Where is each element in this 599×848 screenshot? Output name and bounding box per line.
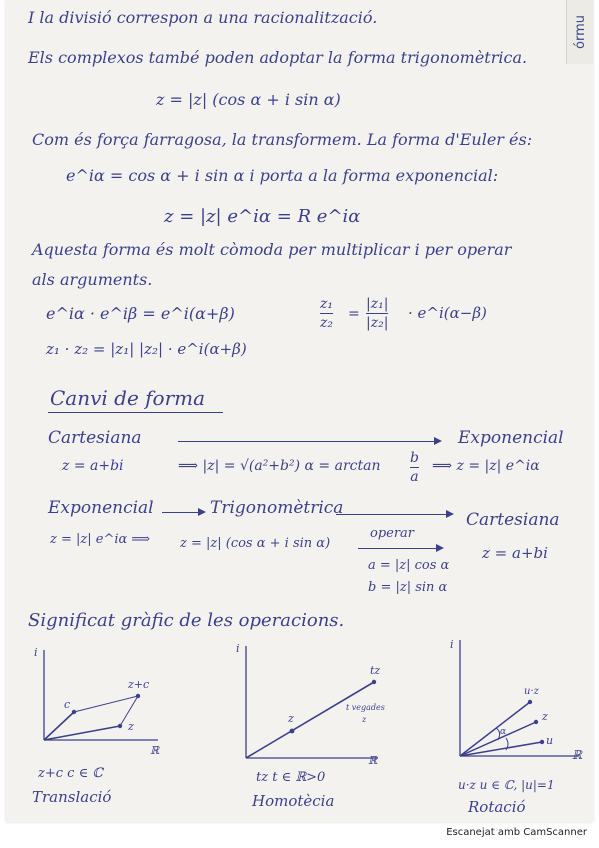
- g2-note-2: z: [362, 715, 367, 724]
- g1-point-c: [72, 710, 76, 714]
- intro-line-4: Aquesta forma és molt còmoda per multiplicar i per operar: [32, 240, 512, 259]
- scanner-watermark: Escanejat amb CamScanner: [446, 827, 587, 838]
- g2-label-z: z: [288, 712, 294, 725]
- g2-vector-tz: [246, 682, 374, 758]
- g1-axis-y-label: i: [34, 646, 38, 659]
- g2-point-z: [290, 729, 295, 734]
- notebook-page: órmu I la divisió correspon a una racionalització. Els complexos també poden adoptar la forma trigonomètrica. z = |z| (cos α + i sin α) Com és força farragosa, la transformem. La forma d'Euler és: e^iα = cos α + i sin α i porta a la forma exponencial: z = |z| e^iα = R e^iα Aquesta forma és molt còmoda per multiplicar i per operar als arguments. e^iα · e^iβ = e^i(α+β) z₁ · z₂ = |z₁| |z₂| · e^i(α+β) z₁ z₂ = |z₁| |z₂| · e^i(α−β) Canvi de forma Cartesiana Exponencial z = a+bi ⟹ |z| = √(a²+b²) α = arctan b a ⟹ z = |z| e^iα Exponencial Trigonomètrica Cartesiana z = |z| e^iα ⟹ z = |z| (cos α + i sin α) operar a = |z| cos α b = |z| sin α z = a+bi Significat gràfic de les operacions. i ℝ c z z+c z+c c ∈ ℂ Translació i ℝ z tz t vegades z tz t ∈ ℝ>0 Homotècia i u·z z u α u·z u ∈ ℂ, |u|=1 Rotació ℝ: [6, 0, 593, 822]
- exp-formula: z = |z| e^iα = R e^iα: [164, 206, 361, 227]
- graphs-heading: Significat gràfic de les operacions.: [28, 610, 345, 631]
- g3-vector-u: [460, 742, 542, 756]
- g3-caption-2: Rotació: [468, 798, 526, 816]
- div-numerator: z₁: [320, 296, 333, 312]
- arctan-num: b: [410, 450, 419, 466]
- g1-caption-1: z+c c ∈ ℂ: [38, 766, 103, 781]
- row1-from: Cartesiana: [48, 428, 142, 448]
- g2-caption-2: Homotècia: [252, 792, 335, 810]
- translation-graph: [26, 640, 176, 760]
- div-denominator: z₂: [320, 315, 333, 331]
- arctan-den: a: [410, 469, 419, 485]
- g3-label-z: z: [542, 710, 548, 723]
- g3-point-z: [534, 720, 538, 724]
- intro-line-1: I la divisió correspon a una racionalització.: [28, 8, 378, 27]
- g3-label-alpha: α: [500, 727, 507, 737]
- mult-z-formula: z₁ · z₂ = |z₁| |z₂| · e^i(α+β): [46, 340, 247, 358]
- g1-label-z: z: [128, 720, 134, 733]
- row2-trig-formula: z = |z| (cos α + i sin α): [180, 536, 331, 551]
- tab-label: órmu: [572, 15, 588, 49]
- row2-exp-formula: z = |z| e^iα ⟹: [50, 532, 151, 547]
- intro-line-2: Els complexos també poden adoptar la forma trigonomètrica.: [28, 48, 528, 67]
- g1-caption-2: Translació: [32, 788, 112, 806]
- g2-note-1: t vegades: [346, 703, 385, 712]
- div-mod-denominator: |z₂|: [366, 315, 389, 331]
- g3-caption-1: u·z u ∈ ℂ, |u|=1: [458, 778, 555, 792]
- g1-edge-top: [74, 696, 138, 712]
- row1-arrow: [178, 441, 440, 442]
- row2-cartesian-formula: z = a+bi: [482, 544, 548, 562]
- mult-exp-formula: e^iα · e^iβ = e^i(α+β): [46, 304, 235, 323]
- g1-point-zc: [136, 694, 140, 698]
- row1-to: Exponencial: [458, 428, 564, 448]
- row2-arrow-3: [358, 548, 442, 549]
- g1-label-zc: z+c: [128, 678, 150, 691]
- division-fraction: [320, 296, 333, 331]
- g2-axis-x-label: ℝ: [368, 754, 378, 766]
- row2-cartesian: Cartesiana: [466, 510, 560, 530]
- row1-exponential: ⟹ z = |z| e^iα: [432, 458, 540, 474]
- row2-b-eq: b = |z| sin α: [368, 580, 448, 595]
- intro-line-3: Com és força farragosa, la transformem. La forma d'Euler és:: [32, 130, 533, 149]
- row2-a-eq: a = |z| cos α: [368, 558, 450, 573]
- g1-point-z: [118, 724, 122, 728]
- division-mod-fraction: [366, 296, 388, 331]
- g3-axis-y-label: i: [450, 638, 454, 651]
- rotation-graph: [438, 632, 588, 762]
- g2-caption-1: tz t ∈ ℝ>0: [256, 770, 326, 785]
- conversion-heading: Canvi de forma: [48, 386, 223, 413]
- homothety-graph: [228, 636, 398, 766]
- page-tab: [566, 0, 593, 64]
- row1-modulus: ⟹ |z| = √(a²+b²) α = arctan: [178, 458, 381, 474]
- g1-label-c: c: [64, 698, 71, 711]
- g1-vector-z: [44, 726, 120, 740]
- g3-axis-x-label: ℝ: [572, 748, 582, 762]
- g3-label-uz: u·z: [524, 686, 539, 697]
- g2-axis-y-label: i: [236, 642, 240, 655]
- div-mod-numerator: |z₁|: [366, 296, 389, 312]
- g1-axis-x-label: ℝ: [150, 744, 160, 757]
- euler-formula: e^iα = cos α + i sin α i porta a la forma exponencial:: [66, 166, 499, 185]
- g2-label-tz: tz: [370, 664, 381, 677]
- row2-trig: Trigonomètrica: [210, 498, 344, 518]
- g3-label-u: u: [546, 734, 554, 747]
- intro-line-5: als arguments.: [32, 270, 153, 289]
- row1-cartesian: z = a+bi: [62, 458, 124, 474]
- row2-arrow-2: [336, 514, 452, 515]
- row2-exponential: Exponencial: [48, 498, 154, 518]
- trig-formula: z = |z| (cos α + i sin α): [156, 90, 341, 109]
- g3-point-uz: [528, 700, 532, 704]
- row2-arrow-1: [162, 512, 204, 513]
- div-rest: · e^i(α−β): [408, 304, 487, 322]
- g2-point-tz: [372, 680, 376, 684]
- row2-operate: operar: [370, 526, 415, 541]
- arctan-fraction: [410, 450, 419, 485]
- g3-point-u: [540, 740, 544, 744]
